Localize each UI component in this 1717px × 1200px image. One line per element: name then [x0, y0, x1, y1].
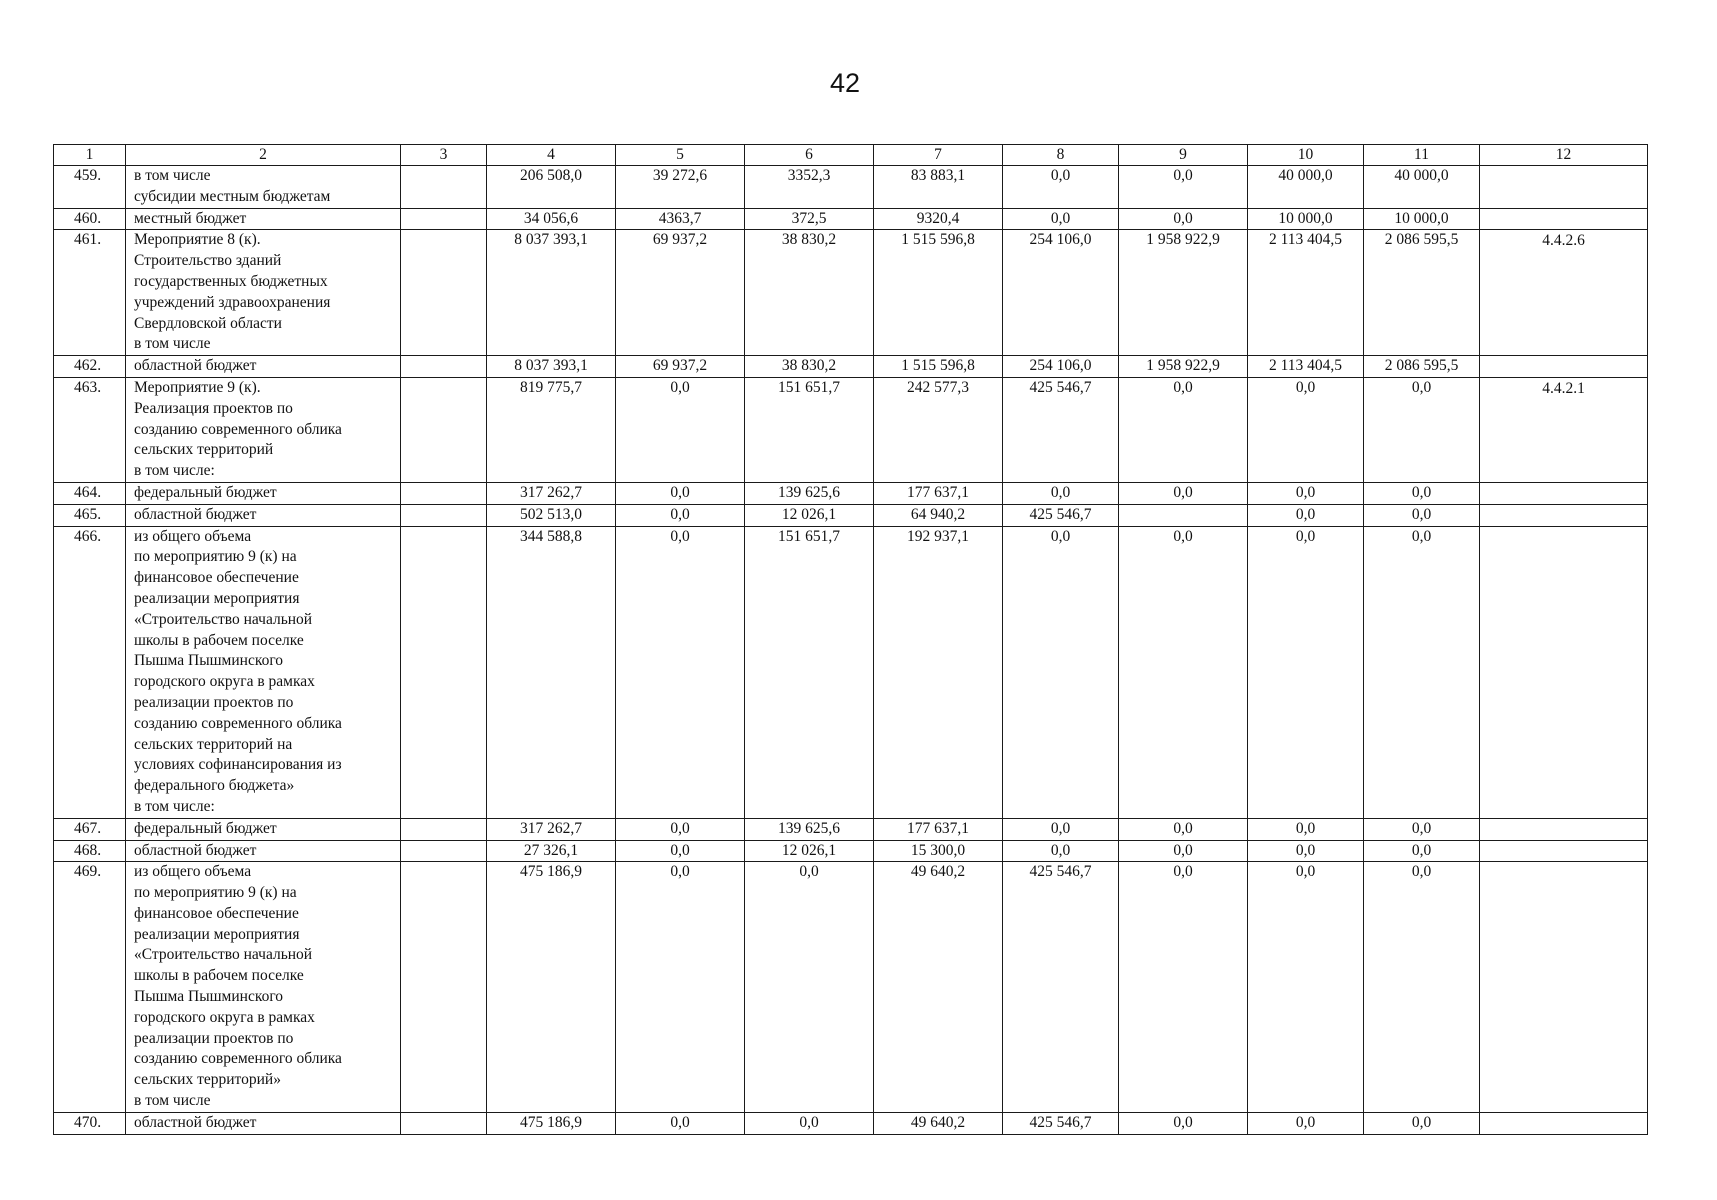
row-name-line: сельских территорий	[134, 441, 274, 459]
column-3-cell	[401, 504, 487, 526]
row-name-line: реализации проектов по	[134, 693, 294, 711]
value-cell-col-10: 0,0	[1248, 862, 1364, 1113]
table-row	[54, 840, 1648, 862]
row-name-line: созданию современного облика	[134, 1050, 342, 1068]
value-cell-col-8: 425 546,7	[1003, 862, 1119, 1113]
value-cell-col-6: 38 830,2	[745, 356, 874, 378]
value-cell-col-6: 151 651,7	[745, 526, 874, 818]
value-cell-col-8: 0,0	[1003, 818, 1119, 840]
header-cell-10: 10	[1248, 145, 1364, 166]
table-row	[54, 230, 1648, 356]
value-cell-col-11: 0,0	[1364, 377, 1480, 482]
row-name-line: «Строительство начальной	[134, 946, 313, 964]
table-row	[54, 482, 1648, 504]
value-cell-col-10: 0,0	[1248, 1112, 1364, 1134]
value-cell-col-5: 0,0	[616, 840, 745, 862]
table-row	[54, 526, 1648, 818]
target-code-cell	[1480, 1112, 1648, 1134]
value-cell-col-4: 475 186,9	[487, 1112, 616, 1134]
value-cell-col-7: 83 883,1	[874, 166, 1003, 209]
value-cell-col-11: 0,0	[1364, 862, 1480, 1113]
row-name-cell	[126, 818, 401, 840]
row-name-line: в том числе	[134, 1092, 211, 1110]
value-cell-col-4: 502 513,0	[487, 504, 616, 526]
row-name-line: из общего объема	[134, 863, 252, 881]
row-name-line: финансовое обеспечение	[134, 569, 299, 587]
row-name-line: условиях софинансирования из	[134, 756, 342, 774]
value-cell-col-9: 0,0	[1119, 840, 1248, 862]
row-name-line: городского округа в рамках	[134, 673, 315, 691]
row-name-line: областной бюджет	[134, 505, 257, 523]
value-cell-col-5: 0,0	[616, 1112, 745, 1134]
row-name-line: Мероприятие 9 (к).	[134, 378, 261, 396]
header-cell-1: 1	[54, 145, 126, 166]
value-cell-col-11: 0,0	[1364, 818, 1480, 840]
value-cell-col-6: 0,0	[745, 1112, 874, 1134]
value-cell-col-7: 49 640,2	[874, 862, 1003, 1113]
value-cell-col-9	[1119, 504, 1248, 526]
row-number-cell: 461.	[54, 230, 126, 356]
header-cell-5: 5	[616, 145, 745, 166]
value-cell-col-4: 317 262,7	[487, 482, 616, 504]
header-row	[54, 145, 1648, 166]
value-cell-col-7: 177 637,1	[874, 482, 1003, 504]
row-name-line: школы в рабочем поселке	[134, 631, 304, 649]
value-cell-col-11: 0,0	[1364, 840, 1480, 862]
value-cell-col-11: 0,0	[1364, 526, 1480, 818]
target-code-cell	[1480, 504, 1648, 526]
column-3-cell	[401, 230, 487, 356]
row-name-cell	[126, 230, 401, 356]
table-body	[54, 145, 1648, 1135]
value-cell-col-9: 0,0	[1119, 166, 1248, 209]
row-name-line: федеральный бюджет	[134, 819, 277, 837]
value-cell-col-7: 49 640,2	[874, 1112, 1003, 1134]
row-name-line: в том числе	[134, 335, 211, 353]
value-cell-col-9: 0,0	[1119, 208, 1248, 230]
value-cell-col-10: 0,0	[1248, 818, 1364, 840]
column-3-cell	[401, 840, 487, 862]
row-number-cell: 465.	[54, 504, 126, 526]
row-number-cell: 466.	[54, 526, 126, 818]
value-cell-col-6: 3352,3	[745, 166, 874, 209]
row-name-line: областной бюджет	[134, 1113, 257, 1131]
value-cell-col-11: 10 000,0	[1364, 208, 1480, 230]
value-cell-col-9: 1 958 922,9	[1119, 356, 1248, 378]
row-name-line: по мероприятию 9 (к) на	[134, 548, 297, 566]
value-cell-col-4: 27 326,1	[487, 840, 616, 862]
row-name-line: областной бюджет	[134, 841, 257, 859]
value-cell-col-5: 69 937,2	[616, 356, 745, 378]
column-3-cell	[401, 1112, 487, 1134]
target-code-cell: 4.4.2.1	[1480, 377, 1648, 482]
table-row	[54, 166, 1648, 209]
value-cell-col-4: 819 775,7	[487, 377, 616, 482]
target-code-cell	[1480, 166, 1648, 209]
row-name-line: Мероприятие 8 (к).	[134, 231, 261, 249]
table-row	[54, 208, 1648, 230]
value-cell-col-6: 372,5	[745, 208, 874, 230]
row-name-line: реализации мероприятия	[134, 925, 300, 943]
row-name-line: Пышма Пышминского	[134, 988, 284, 1006]
value-cell-col-9: 1 958 922,9	[1119, 230, 1248, 356]
value-cell-col-8: 425 546,7	[1003, 504, 1119, 526]
value-cell-col-10: 0,0	[1248, 377, 1364, 482]
row-name-line: по мероприятию 9 (к) на	[134, 884, 297, 902]
value-cell-col-11: 0,0	[1364, 482, 1480, 504]
row-name-line: учреждений здравоохранения	[134, 293, 331, 311]
value-cell-col-8: 0,0	[1003, 840, 1119, 862]
row-number-cell: 467.	[54, 818, 126, 840]
value-cell-col-4: 206 508,0	[487, 166, 616, 209]
value-cell-col-9: 0,0	[1119, 526, 1248, 818]
row-name-line: сельских территорий»	[134, 1071, 281, 1089]
budget-table	[53, 144, 1648, 1135]
row-number-cell: 459.	[54, 166, 126, 209]
value-cell-col-5: 39 272,6	[616, 166, 745, 209]
value-cell-col-7: 15 300,0	[874, 840, 1003, 862]
table-row	[54, 862, 1648, 1113]
row-name-line: Свердловской области	[134, 314, 282, 332]
row-name-cell	[126, 862, 401, 1113]
header-cell-3: 3	[401, 145, 487, 166]
value-cell-col-10: 0,0	[1248, 526, 1364, 818]
row-number-cell: 469.	[54, 862, 126, 1113]
column-3-cell	[401, 862, 487, 1113]
row-name-line: Пышма Пышминского	[134, 652, 284, 670]
row-name-line: областной бюджет	[134, 357, 257, 375]
value-cell-col-5: 69 937,2	[616, 230, 745, 356]
row-name-line: субсидии местным бюджетам	[134, 187, 331, 205]
value-cell-col-6: 12 026,1	[745, 504, 874, 526]
value-cell-col-8: 254 106,0	[1003, 356, 1119, 378]
value-cell-col-8: 0,0	[1003, 482, 1119, 504]
value-cell-col-5: 0,0	[616, 526, 745, 818]
row-name-line: федеральный бюджет	[134, 483, 277, 501]
value-cell-col-6: 151 651,7	[745, 377, 874, 482]
column-3-cell	[401, 818, 487, 840]
value-cell-col-11: 0,0	[1364, 1112, 1480, 1134]
column-3-cell	[401, 356, 487, 378]
row-name-cell	[126, 504, 401, 526]
header-cell-6: 6	[745, 145, 874, 166]
row-name-line: финансовое обеспечение	[134, 904, 299, 922]
row-name-cell	[126, 166, 401, 209]
value-cell-col-10: 0,0	[1248, 504, 1364, 526]
row-name-line: в том числе:	[134, 797, 215, 815]
value-cell-col-5: 4363,7	[616, 208, 745, 230]
row-number-cell: 463.	[54, 377, 126, 482]
page-number: 42	[829, 68, 861, 98]
row-name-line: в том числе:	[134, 462, 215, 480]
row-name-line: городского округа в рамках	[134, 1008, 315, 1026]
row-name-cell	[126, 356, 401, 378]
value-cell-col-4: 475 186,9	[487, 862, 616, 1113]
row-name-cell	[126, 526, 401, 818]
header-cell-4: 4	[487, 145, 616, 166]
column-3-cell	[401, 166, 487, 209]
value-cell-col-6: 0,0	[745, 862, 874, 1113]
header-cell-9: 9	[1119, 145, 1248, 166]
value-cell-col-5: 0,0	[616, 377, 745, 482]
row-name-cell	[126, 1112, 401, 1134]
row-name-line: Строительство зданий	[134, 252, 282, 270]
value-cell-col-11: 2 086 595,5	[1364, 230, 1480, 356]
table-row	[54, 377, 1648, 482]
value-cell-col-5: 0,0	[616, 818, 745, 840]
table-row	[54, 1112, 1648, 1134]
value-cell-col-8: 254 106,0	[1003, 230, 1119, 356]
value-cell-col-8: 0,0	[1003, 208, 1119, 230]
row-name-cell	[126, 377, 401, 482]
target-code-cell	[1480, 482, 1648, 504]
column-3-cell	[401, 482, 487, 504]
value-cell-col-7: 1 515 596,8	[874, 356, 1003, 378]
row-name-line: государственных бюджетных	[134, 272, 328, 290]
value-cell-col-11: 40 000,0	[1364, 166, 1480, 209]
column-3-cell	[401, 526, 487, 818]
value-cell-col-9: 0,0	[1119, 862, 1248, 1113]
value-cell-col-7: 64 940,2	[874, 504, 1003, 526]
value-cell-col-5: 0,0	[616, 504, 745, 526]
value-cell-col-7: 9320,4	[874, 208, 1003, 230]
row-name-cell	[126, 482, 401, 504]
row-number-cell: 470.	[54, 1112, 126, 1134]
target-code-cell: 4.4.2.6	[1480, 230, 1648, 356]
target-code-cell	[1480, 208, 1648, 230]
value-cell-col-8: 0,0	[1003, 166, 1119, 209]
column-3-cell	[401, 377, 487, 482]
value-cell-col-7: 192 937,1	[874, 526, 1003, 818]
value-cell-col-10: 40 000,0	[1248, 166, 1364, 209]
row-name-line: местный бюджет	[134, 209, 247, 227]
value-cell-col-7: 177 637,1	[874, 818, 1003, 840]
row-name-line: созданию современного облика	[134, 714, 342, 732]
value-cell-col-4: 317 262,7	[487, 818, 616, 840]
row-name-cell	[126, 840, 401, 862]
row-name-line: в том числе	[134, 167, 211, 184]
row-name-line: из общего объема	[134, 527, 252, 545]
table-row	[54, 818, 1648, 840]
row-name-line: Реализация проектов по	[134, 399, 293, 417]
row-name-line: созданию современного облика	[134, 420, 342, 438]
value-cell-col-4: 8 037 393,1	[487, 230, 616, 356]
row-name-line: школы в рабочем поселке	[134, 967, 304, 985]
target-code-cell	[1480, 862, 1648, 1113]
value-cell-col-4: 8 037 393,1	[487, 356, 616, 378]
value-cell-col-10: 2 113 404,5	[1248, 230, 1364, 356]
value-cell-col-10: 10 000,0	[1248, 208, 1364, 230]
row-name-line: федерального бюджета»	[134, 777, 295, 795]
header-cell-8: 8	[1003, 145, 1119, 166]
column-3-cell	[401, 208, 487, 230]
table-row	[54, 356, 1648, 378]
header-cell-11: 11	[1364, 145, 1480, 166]
value-cell-col-10: 0,0	[1248, 840, 1364, 862]
value-cell-col-8: 425 546,7	[1003, 1112, 1119, 1134]
header-cell-12: 12	[1480, 145, 1648, 166]
row-number-cell: 462.	[54, 356, 126, 378]
value-cell-col-4: 344 588,8	[487, 526, 616, 818]
value-cell-col-9: 0,0	[1119, 482, 1248, 504]
row-number-cell: 464.	[54, 482, 126, 504]
value-cell-col-7: 242 577,3	[874, 377, 1003, 482]
value-cell-col-8: 0,0	[1003, 526, 1119, 818]
row-number-cell: 468.	[54, 840, 126, 862]
value-cell-col-6: 38 830,2	[745, 230, 874, 356]
table-row	[54, 504, 1648, 526]
value-cell-col-8: 425 546,7	[1003, 377, 1119, 482]
value-cell-col-6: 139 625,6	[745, 482, 874, 504]
header-cell-2: 2	[126, 145, 401, 166]
header-cell-7: 7	[874, 145, 1003, 166]
value-cell-col-4: 34 056,6	[487, 208, 616, 230]
value-cell-col-11: 0,0	[1364, 504, 1480, 526]
value-cell-col-5: 0,0	[616, 862, 745, 1113]
row-name-line: сельских территорий на	[134, 735, 293, 753]
value-cell-col-9: 0,0	[1119, 377, 1248, 482]
target-code-cell	[1480, 526, 1648, 818]
row-name-cell	[126, 208, 401, 230]
value-cell-col-9: 0,0	[1119, 1112, 1248, 1134]
row-name-line: реализации проектов по	[134, 1029, 294, 1047]
value-cell-col-7: 1 515 596,8	[874, 230, 1003, 356]
target-code-cell	[1480, 356, 1648, 378]
value-cell-col-9: 0,0	[1119, 818, 1248, 840]
row-name-line: реализации мероприятия	[134, 589, 300, 607]
value-cell-col-6: 12 026,1	[745, 840, 874, 862]
row-number-cell: 460.	[54, 208, 126, 230]
target-code-cell	[1480, 818, 1648, 840]
value-cell-col-11: 2 086 595,5	[1364, 356, 1480, 378]
value-cell-col-6: 139 625,6	[745, 818, 874, 840]
target-code-cell	[1480, 840, 1648, 862]
value-cell-col-10: 0,0	[1248, 482, 1364, 504]
row-name-line: «Строительство начальной	[134, 610, 313, 628]
value-cell-col-10: 2 113 404,5	[1248, 356, 1364, 378]
value-cell-col-5: 0,0	[616, 482, 745, 504]
